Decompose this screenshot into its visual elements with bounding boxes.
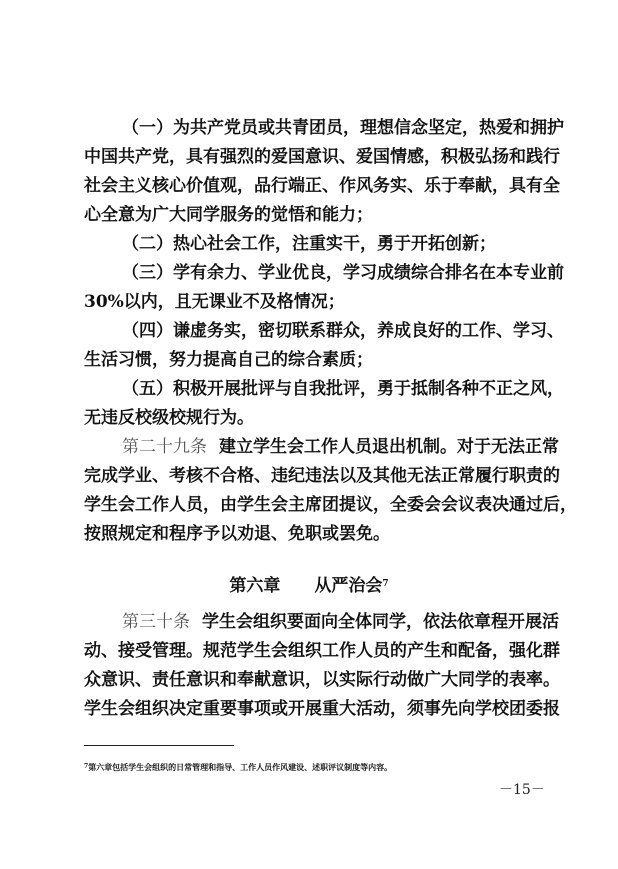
paragraph-line: 学生会工作人员，由学生会主席团提议，全委会会议表决通过后， [84,495,577,515]
paragraph-line: 中国共产党，具有强烈的爱国意识、爱国情感，积极弘扬和践行 [84,147,560,167]
article-29-text: 建立学生会工作人员退出机制。对于无法正常 [219,437,559,457]
paragraph-line: 众意识、责任意识和奉献意识，以实际行动做广大同学的表率。 [84,670,560,690]
chapter-title: 从严治会 [314,576,383,596]
paragraph-line: 按照规定和程序予以劝退、免职或罢免。 [84,524,390,544]
article-29-first-line [122,436,559,458]
paragraph-line: 社会主义核心价值观，品行端正、作风务实、乐于奉献，具有全 [84,176,560,196]
footnote [84,761,392,773]
chapter-heading [0,575,618,597]
paragraph-line: 无违反校级校规行为。 [84,408,254,428]
page-number: －15－ [499,782,545,798]
paragraph-line: 30%以内，且无课业不及格情况； [84,292,345,312]
paragraph-line: 学生会组织决定重要事项或开展重大活动，须事先向学校团委报 [84,699,560,719]
chapter-number: 第六章 [229,576,281,596]
paragraph-line: （三）学有余力、学业优良，学习成绩综合排名在本专业前 [122,263,564,283]
paragraph-line: 完成学业、考核不合格、违纪违法以及其他无法正常履行职责的 [84,466,560,486]
paragraph-line: （五）积极开展批评与自我批评，勇于抵制各种不正之风， [122,379,564,399]
paragraph-line: 生活习惯，努力提高自己的综合素质； [84,350,373,370]
paragraph-line: （二）热心社会工作，注重实干，勇于开拓创新； [122,234,496,254]
article-30-first-line [122,611,559,633]
article-30-label: 第三十条 [122,612,190,632]
article-29-label: 第二十九条 [122,437,207,457]
paragraph-line: 动、接受管理。规范学生会组织工作人员的产生和配备，强化群 [84,641,560,661]
footnote-text: 第六章包括学生会组织的日常管理和指导、工作人员作风建设、述职评议制度等内容。 [88,762,393,772]
paragraph-line: （一）为共产党员或共青团员，理想信念坚定，热爱和拥护 [122,118,564,138]
footnote-divider [84,745,234,746]
paragraph-line: （四）谦虚务实，密切联系群众，养成良好的工作、学习、 [122,321,564,341]
footnote-number: 7 [84,763,89,770]
article-30-text: 学生会组织要面向全体同学，依法依章程开展活 [202,612,559,632]
paragraph-line: 心全意为广大同学服务的觉悟和能力； [84,205,373,225]
footnote-marker: 7 [382,579,389,589]
